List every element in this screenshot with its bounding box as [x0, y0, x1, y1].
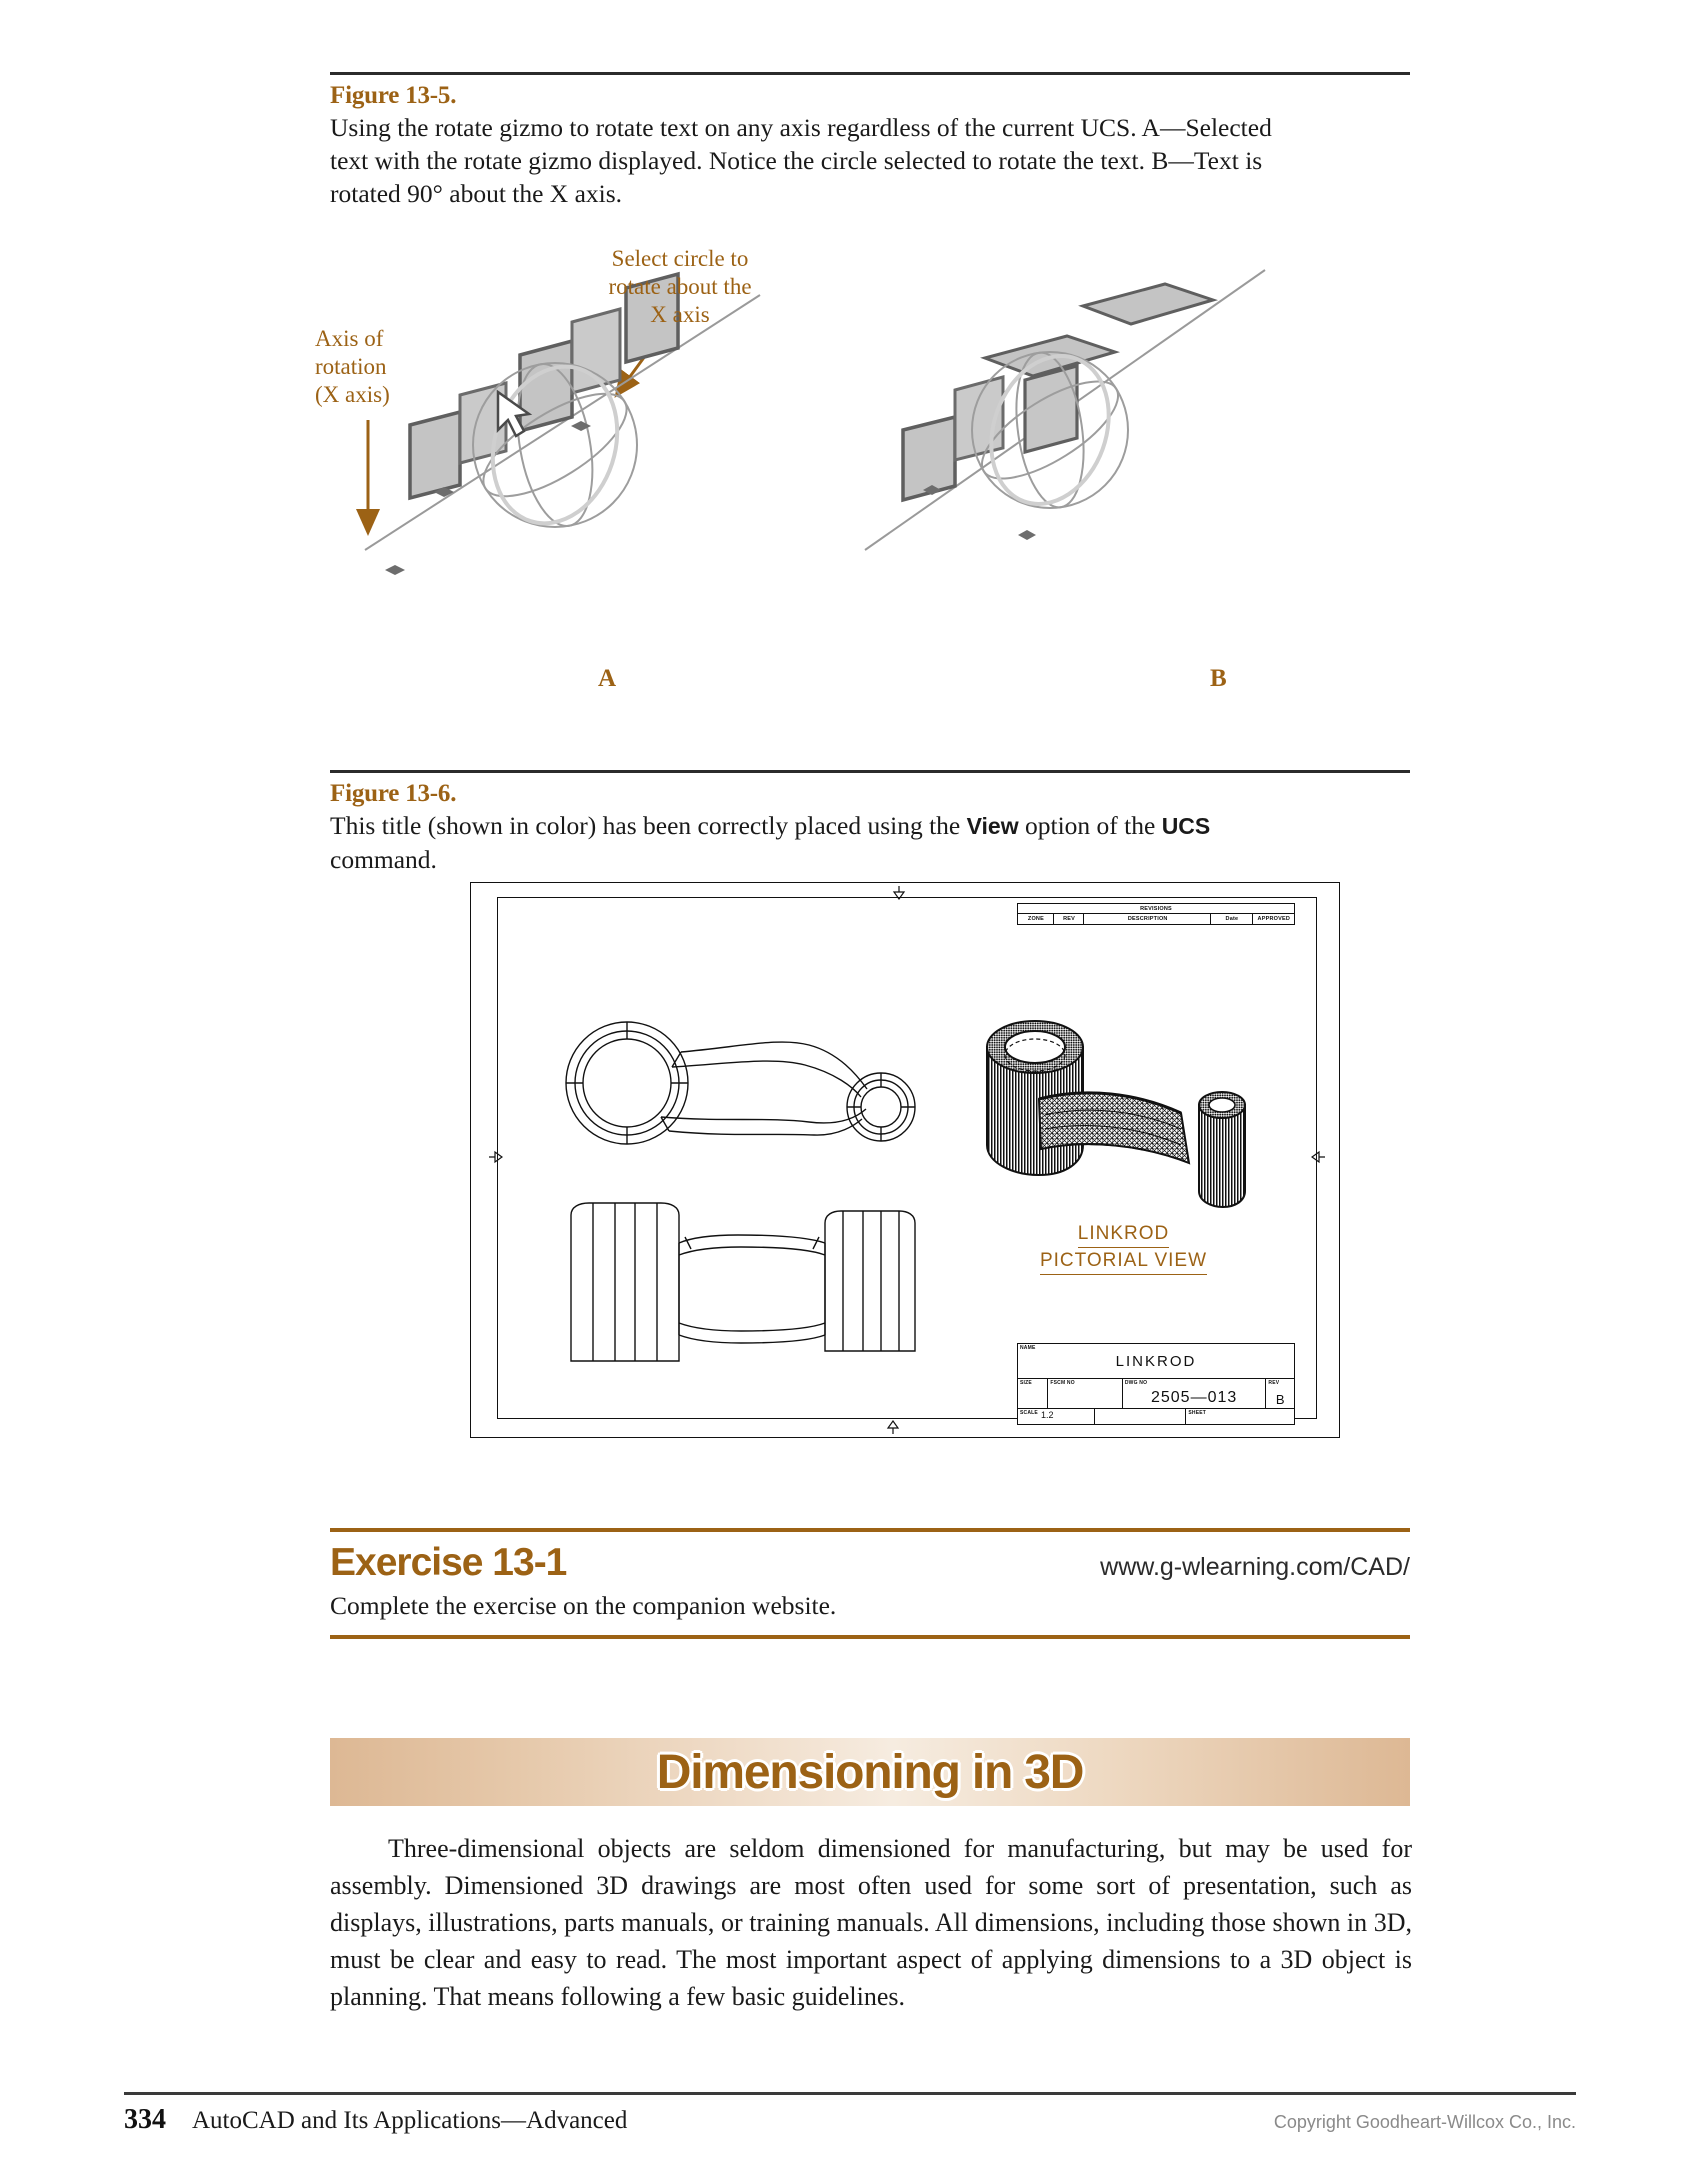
pictorial-view-label	[1016, 1221, 1231, 1275]
title-block-name-row	[1018, 1344, 1294, 1379]
title-block-number-row	[1018, 1379, 1294, 1409]
rotate-gizmo-illustration	[330, 240, 1410, 700]
title-block-name-value: LINKROD	[1115, 1352, 1197, 1370]
section-body-paragraph: Three-dimensional objects are seldom dimensioned for manufacturing, but may be used for assembly. Dimensioned 3D drawings are most often used for some sort of presentation, such as displays, illustrations, parts manuals, or training manuals. All dimensions, including those shown in 3D, must be clear and easy to read. The most important aspect of applying dimensions to a 3D object is planning. That means following a few basic guidelines.	[330, 1834, 1412, 2011]
title-block-dwg-cell	[1123, 1379, 1267, 1408]
pictorial-label-line-2: PICTORIAL VIEW	[1040, 1248, 1207, 1275]
exercise-block	[330, 1528, 1410, 1639]
cad-drawing-sheet	[470, 882, 1340, 1438]
revisions-col-approved: APPROVED	[1257, 916, 1290, 922]
figure-13-6-block	[330, 770, 1410, 876]
title-block-blank-cell	[1095, 1409, 1186, 1424]
section-heading-banner	[330, 1738, 1410, 1806]
revisions-col-zone: ZONE	[1018, 914, 1054, 924]
title-block-rev-cell	[1266, 1379, 1294, 1408]
figure-13-5-caption-line-2: text with the rotate gizmo displayed. Notice the circle selected to rotate the text. B—Text is	[330, 146, 1263, 175]
footer-copyright: Copyright Goodheart-Willcox Co., Inc.	[1273, 2112, 1576, 2132]
footer-row	[124, 2104, 1576, 2136]
footer-rule	[124, 2092, 1576, 2095]
figure-13-5-block	[330, 72, 1410, 210]
title-block-fscm-tag: FSCM NO	[1050, 1380, 1075, 1386]
callout-select-circle-line-3: X axis	[650, 302, 710, 327]
title-block-dwg-tag: DWG NO	[1124, 1380, 1148, 1386]
pictorial-isometric-view	[967, 1003, 1257, 1223]
figure-13-6-label: Figure 13-6.	[330, 780, 457, 807]
figure-13-6-top-rule	[330, 770, 1410, 773]
title-block-scale-row	[1018, 1409, 1294, 1424]
title-block-sheet-cell	[1186, 1409, 1294, 1424]
section-heading-text: Dimensioning in 3D	[656, 1745, 1084, 1799]
exercise-title: Exercise 13-1	[330, 1541, 567, 1584]
title-block	[1017, 1343, 1295, 1425]
figure-13-5-caption	[330, 111, 1410, 210]
gizmo-view-b	[865, 270, 1265, 550]
figure-13-5-label-b: B	[1210, 665, 1227, 692]
pictorial-label-line-1: LINKROD	[1078, 1221, 1169, 1248]
title-block-scale-tag: SCALE	[1020, 1410, 1038, 1416]
figure-13-5-caption-line-3: rotated 90° about the X axis.	[330, 179, 623, 208]
exercise-top-rule	[330, 1528, 1410, 1532]
title-block-rev-tag: REV	[1268, 1380, 1280, 1386]
revisions-table-columns	[1018, 914, 1294, 924]
zone-tick-left-icon	[487, 1149, 503, 1165]
callout-select-circle-line-2: rotate about the	[608, 274, 752, 299]
callout-axis-line-3: (X axis)	[315, 382, 390, 407]
figure-13-6-bold-ucs: UCS	[1161, 813, 1211, 839]
revisions-col-rev: REV	[1054, 914, 1084, 924]
page-footer	[124, 2092, 1576, 2136]
front-view	[563, 1201, 923, 1376]
callout-select-circle-line-1: Select circle to	[611, 246, 749, 271]
figure-13-6-caption-post: command.	[330, 845, 437, 874]
exercise-header-row	[330, 1541, 1410, 1585]
title-block-rev-value: B	[1275, 1392, 1285, 1407]
exercise-body-text: Complete the exercise on the companion website.	[330, 1591, 837, 1620]
footer-page-number: 334	[124, 2104, 166, 2135]
exercise-url[interactable]: www.g-wlearning.com/CAD/	[1100, 1553, 1410, 1581]
figure-13-6-caption-mid: option of the	[1018, 811, 1162, 840]
figure-13-5-label-a: A	[598, 665, 617, 692]
title-block-scale-cell	[1018, 1409, 1095, 1424]
title-block-size-tag: SIZE	[1020, 1380, 1032, 1386]
figure-13-5-top-rule	[330, 72, 1410, 75]
callout-axis-line-2: rotation	[315, 354, 387, 379]
zone-tick-top-icon	[891, 884, 907, 900]
zone-tick-right-icon	[1311, 1149, 1327, 1165]
exercise-bottom-rule	[330, 1635, 1410, 1639]
figure-13-6-caption-pre: This title (shown in color) has been correctly placed using the	[330, 811, 967, 840]
figure-13-5-label: Figure 13-5.	[330, 82, 457, 109]
revisions-table	[1017, 903, 1295, 925]
footer-book-title: AutoCAD and Its Applications—Advanced	[192, 2107, 628, 2134]
revisions-col-date: Date	[1211, 914, 1252, 924]
figure-13-6-caption	[330, 809, 1410, 876]
title-block-size-cell	[1018, 1379, 1048, 1408]
title-block-name-tag: NAME	[1020, 1345, 1036, 1351]
revisions-col-description: DESCRIPTION	[1084, 914, 1211, 924]
title-block-scale-value: 1.2	[1041, 1410, 1054, 1420]
callout-axis-of-rotation	[315, 325, 475, 409]
callout-select-circle	[560, 245, 800, 329]
title-block-sheet-tag: SHEET	[1188, 1410, 1207, 1416]
figure-13-5-artwork	[315, 240, 1410, 700]
figure-13-6-bold-view: View	[966, 813, 1019, 839]
zone-tick-bottom-icon	[885, 1420, 901, 1436]
callout-axis-line-1: Axis of	[315, 326, 384, 351]
title-block-fscm-cell	[1048, 1379, 1123, 1408]
figure-13-5-caption-line-1: Using the rotate gizmo to rotate text on any axis regardless of the current UCS. A—Selected	[330, 113, 1272, 142]
title-block-name-cell	[1018, 1344, 1294, 1378]
revisions-table-header: REVISIONS	[1018, 904, 1294, 914]
title-block-dwg-value: 2505—013	[1150, 1389, 1238, 1406]
